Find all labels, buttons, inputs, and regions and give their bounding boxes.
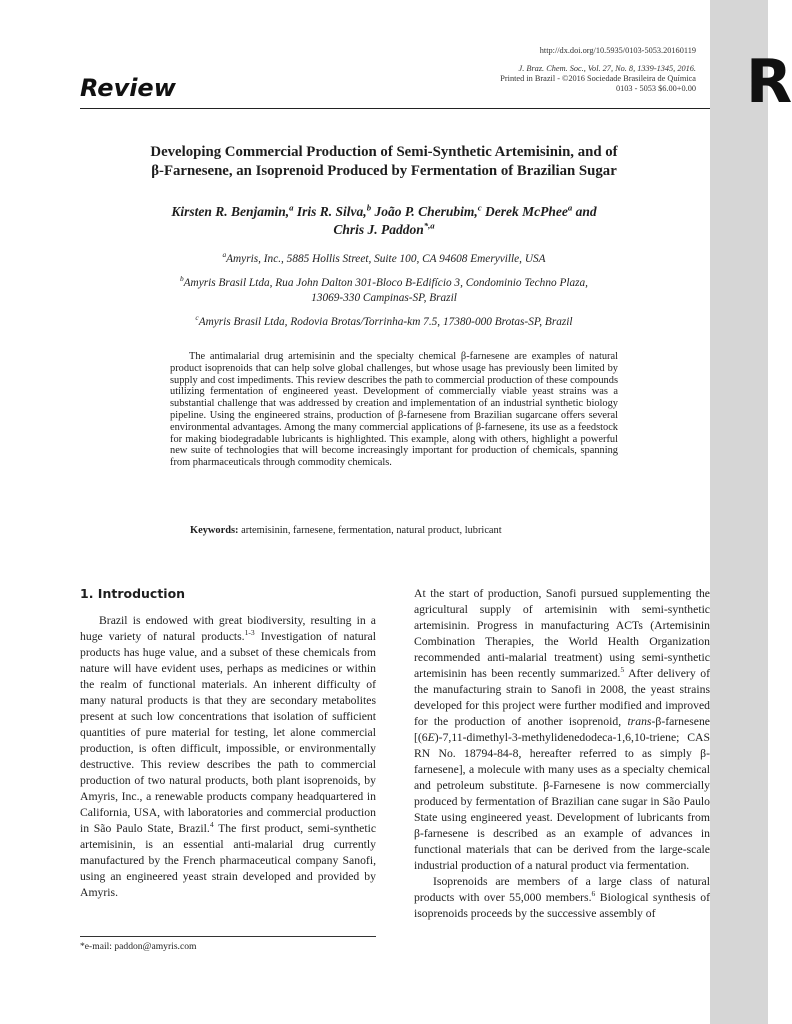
abstract: The antimalarial drug artemisinin and the specialty chemical β-farnesene are examples of natural product isoprenoids that can help solve global challenges, but whose usage has previously been limited by supply and cost impediments. This review describes the path to commercial production of these compounds utilizing fermentation of engineered yeast. Development of commercially viable yeast strains was a substantial challenge that was addressed by creation and implementation of an industrial synthetic biology pipeline. Using the engineered strains, production of β-farnesene from Brazilian sugarcane offers several environmental advantages. Among the many commercial applications of β-farnesene, its use as a feedstock for making biodegradable lubricants is highlighted. This example, along with others, highlight a powerful new suite of technologies that will become increasingly important for production of chemicals, spanning from pharmaceuticals through commodity chemicals. bbox=[170, 351, 618, 469]
author-list bbox=[150, 203, 618, 239]
title-line-1: Developing Commercial Production of Semi-Synthetic Artemisinin, and of bbox=[150, 144, 618, 160]
author-name: Iris R. Silva, bbox=[296, 204, 367, 219]
author-conjunction: and bbox=[575, 204, 597, 219]
journal-side-tab bbox=[710, 0, 768, 1024]
author-affil-mark: a bbox=[567, 202, 573, 213]
header-divider bbox=[80, 108, 710, 109]
affiliation-c: $^c$Amyris Brasil Ltda, Rodovia Brotas/Torrinha-km 7.5, 17380-000 Brotas-SP, Brazil bbox=[195, 313, 573, 328]
section-tab-letter: R bbox=[746, 47, 792, 117]
affiliation-b: $^b$Amyris Brasil Ltda, Rua John Dalton 301-Bloco B-Edifício 3, Condominio Techno Plaza, 13069-330 Campinas-SP, Brazil bbox=[179, 274, 589, 304]
keywords-text: artemisinin, farnesene, fermentation, natural product, lubricant bbox=[241, 525, 502, 536]
body-paragraph: Brazil is endowed with great biodiversity, resulting in a huge variety of natural products.$^{1-3}$ Investigation of natural products has huge value, and a subset of these chemicals from nature will have evident uses, perhaps as medicines or within the realm of functional materials. An inherent difficulty of many natural products is that they are secondary metabolites present at such low concentrations that isolation of sufficient quantities of pure material for testing, let alone commercial production, is often difficult, impossible, or environmentally destructive. This review describes the path to commercial production of two natural products, both plant isoprenoids, by Amyris, Inc., a renewable products company headquartered in California, USA, with laboratories and commercial production in São Paulo State, Brazil.$^4$ The first product, semi-synthetic artemisinin, is an essential anti-malarial drug currently manufactured by the French pharmaceutical company Sanofi, using an engineered yeast strain developed and provided by Amyris. bbox=[80, 614, 377, 899]
author-affil-mark: *,a bbox=[423, 220, 435, 231]
corresponding-author-email[interactable]: *e-mail: paddon@amyris.com bbox=[80, 941, 197, 952]
article-title bbox=[120, 143, 648, 181]
author-name: Chris J. Paddon bbox=[333, 222, 424, 237]
author-name: Derek McPhee bbox=[485, 204, 568, 219]
keywords bbox=[190, 525, 502, 536]
doi-link[interactable]: http://dx.doi.org/10.5935/0103-5053.20160119 bbox=[539, 46, 696, 55]
body-paragraph: At the start of production, Sanofi pursued supplementing the agricultural supply of artemisinin with semi-synthetic artemisinin. Progress in manufacturing ACTs (Artemisinin Combination Therapies, the World Health Organization recommended anti-malarial treatment) using semi-synthetic artemisinin has been recently summarized.$^5$ After delivery of the manufacturing strain to Sanofi in 2008, the yeast strains developed for this project were further modified and improved for the production of another isoprenoid, trans-β-farnesene [(6E)-7,11-dimethyl-3-methylidenedodeca-1,6,10-triene; CAS RN No. 18794-84-8, hereafter referred to as simply β-farnesene], a molecule with many uses as a specialty chemical and petroleum substitute. β-Farnesene is now commercially produced by fermentation of Brazilian cane sugar in São Paulo State using engineered yeast. Development of lubricants from β-farnesene is described as an example of advances in functional materials that can be derived from the large-scale industrial production of a natural product via fermentation. bbox=[414, 587, 711, 872]
author-affil-mark: b bbox=[366, 202, 372, 213]
issn-price: 0103 - 5053 $6.00+0.00 bbox=[615, 84, 696, 93]
right-column bbox=[414, 586, 710, 922]
author-affil-mark: a bbox=[289, 202, 294, 213]
author-name: João P. Cherubim, bbox=[374, 204, 478, 219]
author-affil-mark: c bbox=[477, 202, 482, 213]
printed-notice: Printed in Brazil - ©2016 Sociedade Brasileira de Química bbox=[500, 74, 696, 83]
section-heading-introduction: 1. Introduction bbox=[80, 586, 186, 601]
section-label: Review bbox=[80, 74, 176, 102]
body-paragraph: Isoprenoids are members of a large class of natural products with over 55,000 members.$^6$ Biological synthesis of isoprenoids proceeds by the successive assembly of bbox=[414, 875, 710, 920]
journal-citation: J. Braz. Chem. Soc., Vol. 27, No. 8, 1339-1345, 2016. bbox=[518, 64, 696, 73]
reference-mark: 1-3 bbox=[244, 628, 255, 638]
reference-mark: 5 bbox=[620, 665, 625, 675]
title-line-2: β-Farnesene, an Isoprenoid Produced by Fermentation of Brazilian Sugar bbox=[151, 163, 617, 179]
footnote-divider bbox=[80, 936, 376, 937]
reference-mark: 4 bbox=[209, 820, 214, 830]
keywords-label: Keywords: bbox=[190, 525, 239, 536]
reference-mark: 6 bbox=[591, 889, 596, 899]
left-column bbox=[80, 586, 376, 901]
affiliation-a: $^a$Amyris, Inc., 5885 Hollis Street, Suite 100, CA 94608 Emeryville, USA bbox=[222, 250, 546, 265]
author-name: Kirsten R. Benjamin, bbox=[171, 204, 290, 219]
